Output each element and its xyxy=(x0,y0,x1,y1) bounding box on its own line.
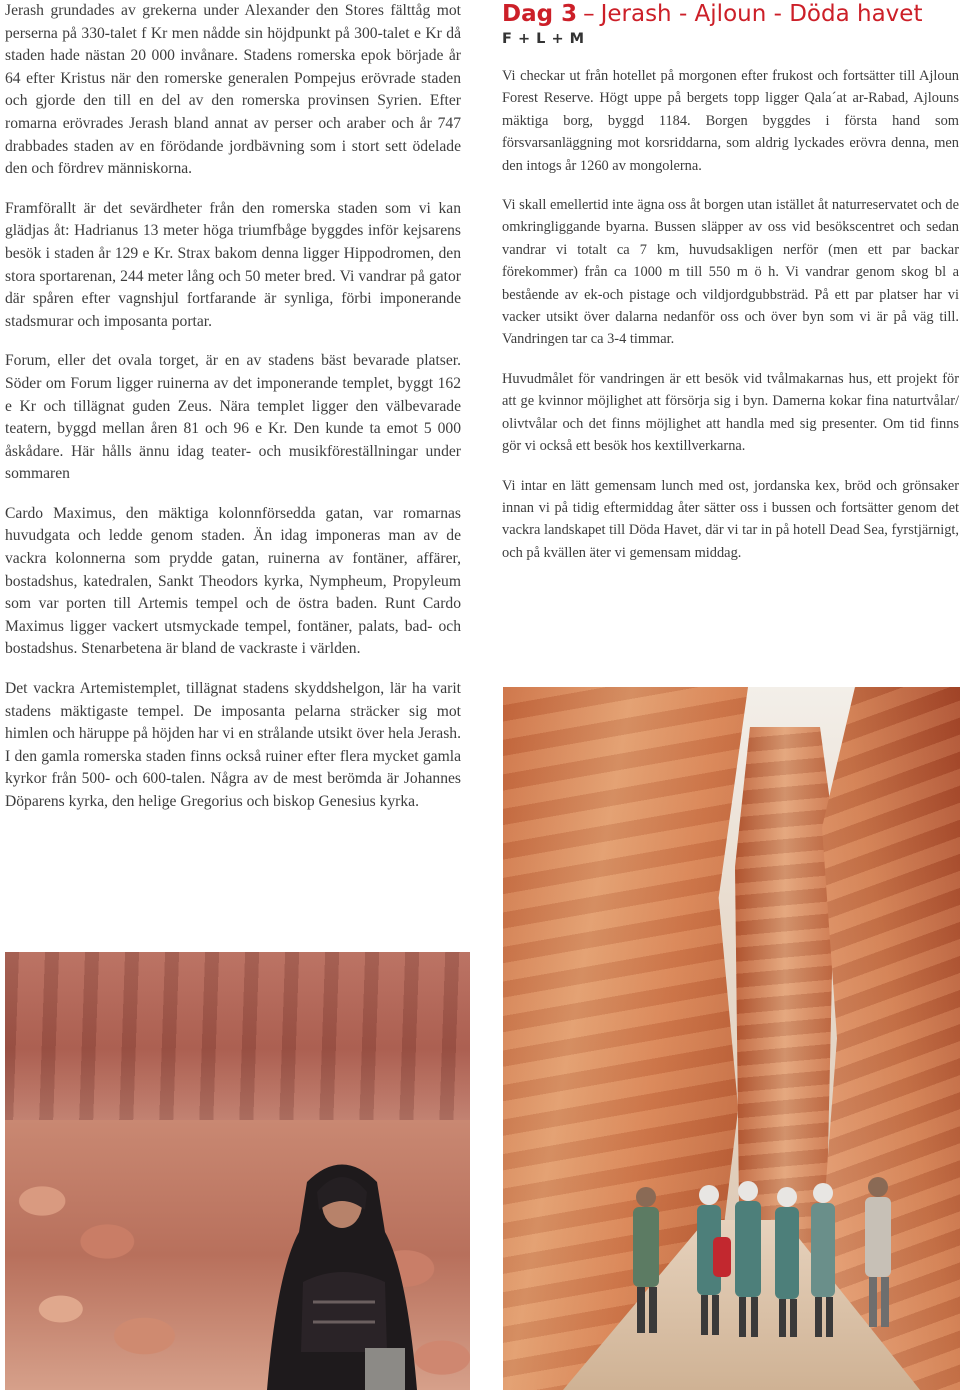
photo-woman-figure xyxy=(267,1152,417,1390)
paragraph-roman-sights: Framförallt är det sevärdheter från den romerska staden som vi kan glädjas åt: Hadrianus 13 meter höga triumfbåge byggdes inför kejsarens besök i staden år 129 e Kr. Strax bakom denna ligger Hippodromen, den stora sportarenan, 244 meter lång och 50 meter bred. Vi vandrar på gator där spåren efter vagnshjul fortfarande är synliga, förbi imponerande stadsmurar och imposanta portar. xyxy=(5,199,461,330)
photo-desert-woman xyxy=(5,952,470,1390)
paragraph-soap-makers: Huvudmålet för vandringen är ett besök vid tvålmakarnas hus, ett projekt för att ge kvinnor möjlighet att försörja sig i byn. Damerna kokar fina naturtvålar/ olivtvålar och det finns möjlighet att handla med sig presenter. Om tid finns gör vi också ett besök hos kextillverkarna. xyxy=(502,370,959,455)
right-column xyxy=(502,0,959,581)
day-label: Dag 3 xyxy=(502,1,578,27)
route-title: Jerash - Ajloun - Döda havet xyxy=(600,1,923,27)
paragraph-artemis-temple: Det vackra Artemistemplet, tillägnat stadens skyddshelgon, lär ha varit stadens mäktigaste tempel. De imposanta pelarna sträcker sig mot himlen och häruppe på höjden har vi en strålande utsikt över hela Jerash. I den gamla romerska staden finns också ruiner efter flera mycket gamla kyrkor från 500- och 600-talen. Några av de mest berömda är Johannes Döparens kyrka, den helige Gregorius och biskop Genesius kyrka. xyxy=(5,680,461,810)
paragraph-jerash-history: Jerash grundades av grekerna under Alexander den Stores fälttåg mot perserna på 330-talet f Kr men nådde sin höjdpunkt på 300-talet e Kr då staden hade nästan 20 000 invånare. Stadens romerska epok började år 64 efter Kristus när den romerske generalen Pompejus erövrade staden och gjorde den till en del av den romerska provinsen Syrien. Efter romarna erövrades Jerash bland annat av perser och araber och år 747 drabbades staden av en förödande jordbävning som i stort sett ödelade den och fördrev människorna. xyxy=(5,2,461,178)
day-heading xyxy=(502,1,959,27)
paragraph-ajloun-castle: Vi checkar ut från hotellet på morgonen efter frukost och fortsätter till Ajloun Forest Reserve. Högt uppe på bergets topp ligger Qala´at ar-Rabad, Ajlouns mäktiga borg, byggd 1184. Borgen byggdes i första hand som försvarsanläggning mot korsriddarna, som aldrig lyckades erövra denna, men den intogs år 1260 av mongolerna. xyxy=(502,68,959,174)
photo-canyon-people xyxy=(613,1177,953,1377)
paragraph-nature-reserve-hike: Vi skall emellertid inte ägna oss åt borgen utan istället åt naturreservatet och de omkringliggande byarna. Bussen släpper av oss vid besökscentret och sedan vandrar vi totalt ca 7 km, huvudsakligen nerför (men ett par backar förekommer) från ca 1000 m till 550 m ö h. Vi vandrar genom skog bl a bestående av ek-och pistage och vildjordgubbsträd. På ett par platser har vi vacker utsikt över dalarna nedanför oss och över byn som vi är på väg till. Vandringen tar ca 3-4 timmar. xyxy=(502,197,959,348)
paragraph-lunch-dead-sea: Vi intar en lätt gemensam lunch med ost, jordanska kex, bröd och grönsaker innan vi på tidig eftermiddag åter sätter oss i bussen och fortsätter genom det vackra landskapet till Döda Havet, där vi tar in på hotell Dead Sea, fyrstjärnigt, och på kvällen äter vi gemensam middag. xyxy=(502,477,959,561)
paragraph-forum: Forum, eller det ovala torget, är en av stadens bäst bevarade platser. Söder om Forum ligger ruinerna av det imponerande templet, byggt 162 e Kr och tillägnat guden Zeus. Nära templet ligger den välbevarade teatern, byggd mellan åren 81 och 96 e Kr. Den kunde ta emot 5 000 åskådare. Här hålls ännu idag teater- och musikföreställningar under sommaren xyxy=(5,352,461,483)
heading-dash: – xyxy=(583,1,595,27)
meals-label: F + L + M xyxy=(502,31,585,47)
photo-canyon-siq xyxy=(503,687,960,1390)
left-column xyxy=(5,0,461,831)
paragraph-cardo-maximus: Cardo Maximus, den mäktiga kolonnförsedda gatan, var romarnas huvudgata och ledde genom staden. Än idag imponeras man av de vackra kolonnerna som prydde gatan, ruinerna av fontäner, affärer, bostadshus, katedralen, Sankt Theodors kyrka, Nympheum, Propyleum som var porten till Artemis tempel och de östra baden. Runt Cardo Maximus ligger vackert utsmyckade tempel, fontäner, palats, bad- och bostadshus. Stenarbetena är bland de vackraste i världen. xyxy=(5,504,461,658)
